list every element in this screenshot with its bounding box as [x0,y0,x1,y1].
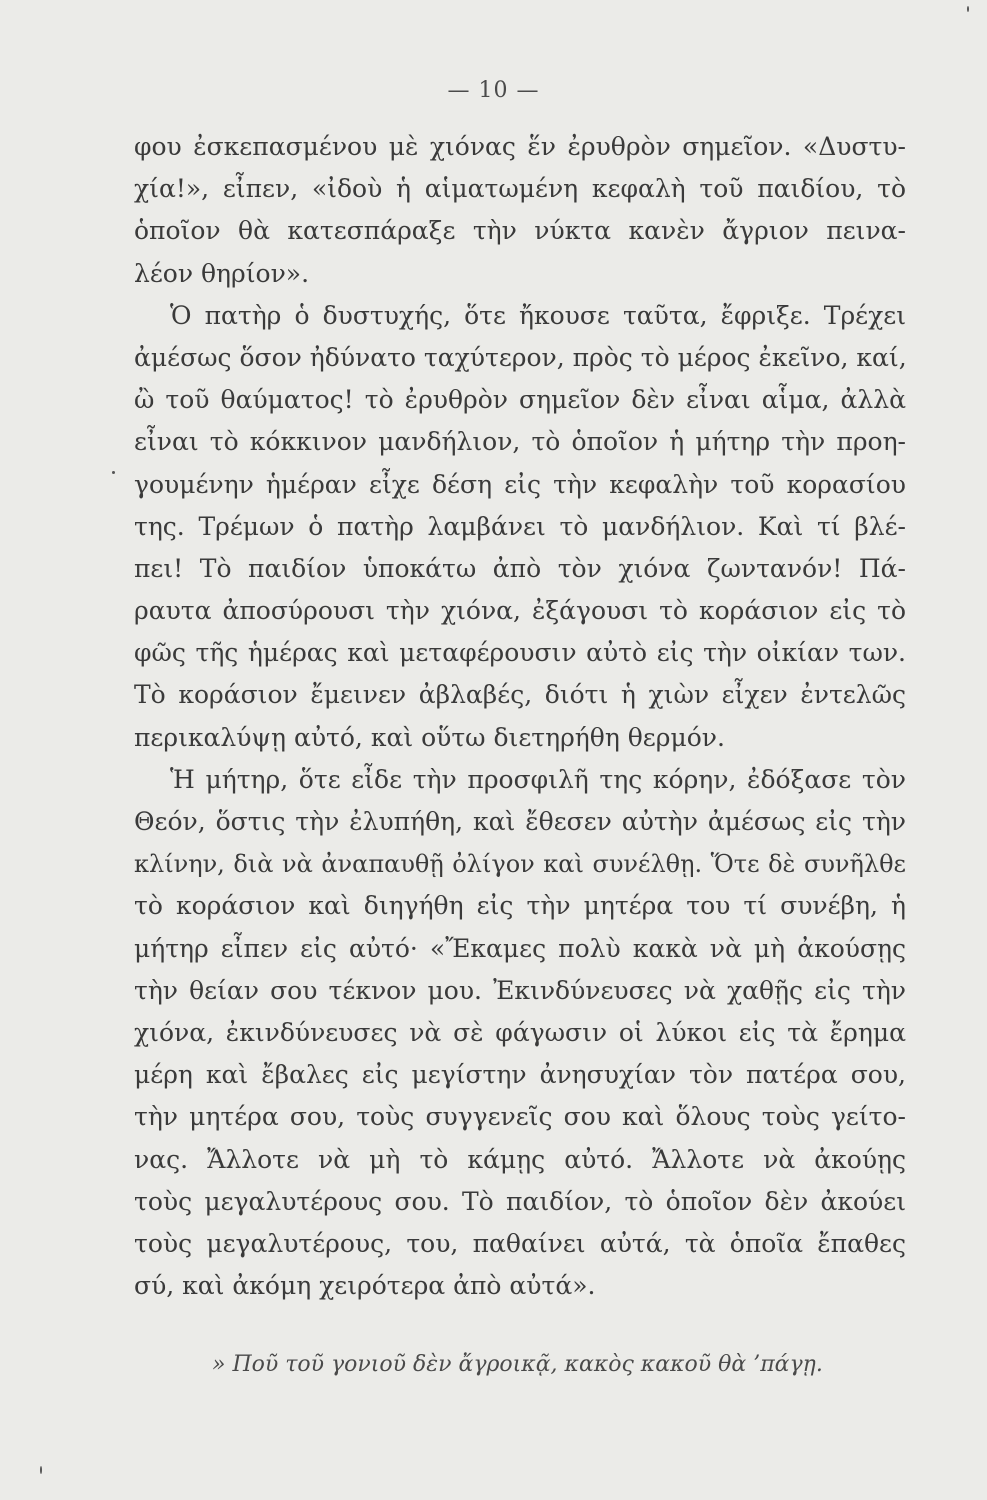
text-line: ὁποῖον θὰ κατεσπάραξε τὴν νύκτα κανὲν ἄγριον πεινα- [134,216,906,246]
text-line: φῶς τῆς ἡμέρας καὶ μεταφέρουσιν αὐτὸ εἰς τὴν οἰκίαν των. [134,638,906,668]
text-line: τὸ κοράσιον καὶ διηγήθη εἰς τὴν μητέρα του τί συνέβη, ἡ [134,891,906,921]
text-line: τὴν θείαν σου τέκνον μου. Ἐκινδύνευσες νὰ χαθῇς εἰς τὴν [134,975,906,1005]
text-line: κλίνην, διὰ νὰ ἀναπαυθῇ ὀλίγον καὶ συνέλθῃ. Ὅτε δὲ συνῆλθε [134,850,906,879]
text-line: εἶναι τὸ κόκκινον μανδήλιον, τὸ ὁποῖον ἡ μήτηρ τὴν προη- [134,427,906,457]
text-line: Ὁ πατὴρ ὁ δυστυχής, ὅτε ἤκουσε ταῦτα, ἔφριξε. Τρέχει [170,300,906,330]
page-number: — 10 — [447,78,540,103]
text-line: Τὸ κοράσιον ἔμεινεν ἀβλαβές, διότι ἡ χιὼν εἶχεν ἐντελῶς [134,680,906,710]
text-line: μέρη καὶ ἔβαλες εἰς μεγίστην ἀνησυχίαν τὸν πατέρα σου, [134,1060,906,1090]
text-line: τοὺς μεγαλυτέρους, του, παθαίνει αὐτά, τὰ ὁποῖα ἔπαθες [134,1228,906,1258]
text-line: τοὺς μεγαλυτέρους σου. Τὸ παιδίον, τὸ ὁποῖον δὲν ἀκούει [134,1186,906,1216]
text-line: φου ἐσκεπασμένου μὲ χιόνας ἕν ἐρυθρὸν σημεῖον. «Δυστυ- [134,132,906,161]
footnote: » Ποῦ τοῦ γονιοῦ δὲν ἄγροικᾷ, κακὸς κακοῦ θὰ ’πάγῃ. [212,1352,823,1377]
text-line: πει! Τὸ παιδίον ὑποκάτω ἀπὸ τὸν χιόνα ζωντανόν! Πά- [134,553,906,583]
text-line: χιόνα, ἐκινδύνευσες νὰ σὲ φάγωσιν οἱ λύκοι εἰς τὰ ἔρημα [134,1017,906,1047]
text-line: γουμένην ἡμέραν εἶχε δέση εἰς τὴν κεφαλὴν τοῦ κορασίου [134,469,906,499]
text-line: περικαλύψῃ αὐτό, καὶ οὕτω διετηρήθη θερμόν. [134,722,725,752]
text-line: νας. Ἄλλοτε νὰ μὴ τὸ κάμῃς αὐτό. Ἄλλοτε νὰ ἀκούῃς [134,1144,906,1174]
text-line: Θεόν, ὅστις τὴν ἐλυπήθη, καὶ ἔθεσεν αὐτὴν ἀμέσως εἰς τὴν [134,807,906,836]
text-line: σύ, καὶ ἀκόμη χειρότερα ἀπὸ αὐτά». [134,1271,596,1301]
text-line: Ἡ μήτηρ, ὅτε εἶδε τὴν προσφιλῆ της κόρην, ἐδόξασε τὸν [170,764,906,794]
text-line: ὢ τοῦ θαύματος! τὸ ἐρυθρὸν σημεῖον δὲν εἶναι αἷμα, ἀλλὰ [134,385,906,415]
text-line: της. Τρέμων ὁ πατὴρ λαμβάνει τὸ μανδήλιον. Καὶ τί βλέ- [134,511,906,541]
paper-speck [967,6,969,12]
body-text [134,126,906,1307]
text-line: χία!», εἶπεν, «ἰδοὺ ἡ αἱματωμένη κεφαλὴ τοῦ παιδίου, τὸ [134,174,906,204]
paper-speck [40,1466,42,1474]
paper-speck [112,471,115,474]
text-line: μήτηρ εἶπεν εἰς αὐτό· «Ἔκαμες πολὺ κακὰ νὰ μὴ ἀκούσῃς [134,933,906,963]
text-line: ραυτα ἀποσύρουσι τὴν χιόνα, ἐξάγουσι τὸ κοράσιον εἰς τὸ [134,596,906,626]
text-line: λέον θηρίον». [134,258,310,288]
text-line: ἀμέσως ὅσον ἠδύνατο ταχύτερον, πρὸς τὸ μέρος ἐκεῖνο, καί, [134,342,907,372]
text-line: τὴν μητέρα σου, τοὺς συγγενεῖς σου καὶ ὅλους τοὺς γείτο- [134,1102,906,1132]
